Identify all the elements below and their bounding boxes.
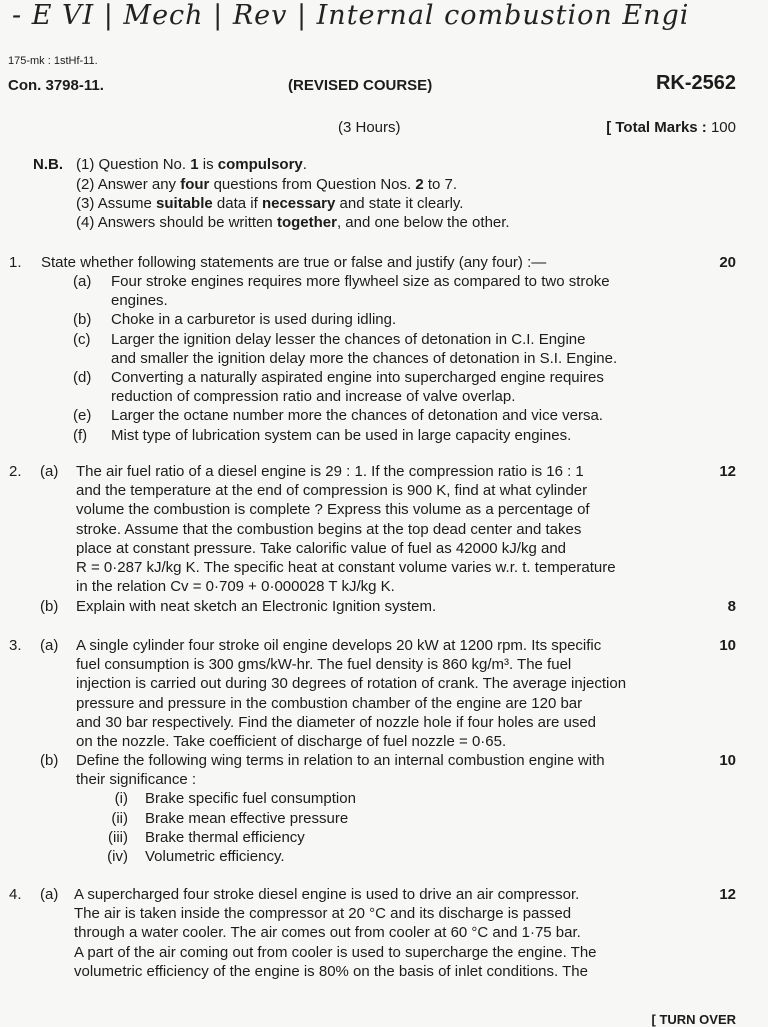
item-text: Choke in a carburetor is used during idling. [111,311,397,329]
item-label: (a) [73,273,92,290]
instruction-text: questions from Question Nos. [209,176,416,193]
instruction-item [76,214,510,231]
item-text: Four stroke engines requires more flywheel size as compared to two stroke [111,273,610,290]
item-label: (e) [73,407,92,425]
part-text: The air is taken inside the compressor at 20 °C and its discharge is passed [74,905,572,923]
item-text: Converting a naturally aspirated engine into supercharged engine requires [111,369,604,386]
question-marks: 10 [719,752,736,769]
instruction-emphasis: compulsory [217,156,303,173]
subitem-label: (iii) [108,828,128,846]
part-text: volumetric efficiency of the engine is 80% on the basis of inlet conditions. The [74,962,588,980]
instruction-text: Question No. [98,156,191,173]
paper-id: RK-2562 [655,72,736,94]
item-text: Larger the octane number more the chances of detonation and vice versa. [111,407,603,425]
instruction-number: (1) [76,156,99,173]
question-marks: 8 [727,598,736,615]
part-text: and the temperature at the end of compression is 900 K, find at what cylinder [76,482,588,500]
instruction-emphasis: 2 [415,176,424,193]
subitem-label: (ii) [111,809,128,827]
part-text: fuel consumption is 300 gms/kW-hr. The fuel density is 860 kg/m³. The fuel [76,656,572,674]
instruction-text: , and one below the other. [336,214,510,231]
instruction-emphasis: together [276,214,337,231]
nb-label: N.B. [33,156,63,173]
part-label: (a) [40,463,59,480]
question-number: 2. [9,463,22,480]
instruction-emphasis: necessary [261,195,336,212]
total-marks-label: [ Total Marks : [606,119,707,136]
part-text: The air fuel ratio of a diesel engine is 29 : 1. If the compression ratio is 16 : 1 [76,463,584,480]
handwritten-header: - E VI | Mech | Rev | Internal combustion Engi [12,0,690,31]
part-text: on the nozzle. Take coefficient of discharge of fuel nozzle = 0·65. [76,733,507,750]
part-text: A part of the air coming out from cooler is used to supercharge the engine. The [74,943,597,961]
part-text: stroke. Assume that the combustion begins at the top dead center and takes [76,520,582,538]
total-marks [606,119,736,136]
subitem-label: (i) [114,790,128,808]
part-text: place at constant pressure. Take calorific value of fuel as 42000 kJ/kg and [76,539,567,557]
course-label: (REVISED COURSE) [288,77,433,94]
instruction-number: (3) [76,195,98,212]
instruction-number: (4) [76,214,98,231]
item-text: and smaller the ignition delay more the chances of detonation in S.I. Engine. [111,349,618,367]
part-text: pressure and pressure in the combustion chamber of the engine are 120 bar [76,694,583,712]
subitem-text: Brake mean effective pressure [145,809,349,827]
part-label: (a) [40,886,59,903]
subitem-text: Brake thermal efficiency [145,828,305,846]
instruction-text: Answer any [97,176,181,193]
question-number: 4. [9,886,22,903]
item-text: reduction of compression ratio and increase of valve overlap. [111,388,516,406]
part-text: Explain with neat sketch an Electronic Ignition system. [76,598,437,615]
instruction-text: . [302,156,307,173]
instruction-emphasis: 1 [190,156,199,173]
instruction-text: is [198,156,218,173]
instruction-text: data if [212,195,262,212]
part-text: A single cylinder four stroke oil engine develops 20 kW at 1200 rpm. Its specific [76,637,602,654]
paper-code: 175-mk : 1stHf-11. [8,55,98,67]
question-marks: 12 [719,463,736,480]
part-text: their significance : [76,771,197,789]
instruction-emphasis: suitable [156,195,213,212]
con-number: Con. 3798-11. [8,77,104,94]
part-text: R = 0·287 kJ/kg K. The specific heat at constant volume varies w.r. t. temperature [76,559,616,576]
instruction-item [76,176,457,193]
item-text: Larger the ignition delay lesser the chances of detonation in C.I. Engine [111,330,586,348]
question-number: 1. [9,254,22,271]
part-text: Define the following wing terms in relation to an internal combustion engine with [76,752,605,769]
subitem-text: Volumetric efficiency. [145,848,285,865]
part-text: through a water cooler. The air comes out from cooler at 60 °C and 1·75 bar. [74,924,581,942]
subitem-text: Brake specific fuel consumption [145,790,356,808]
item-label: (c) [73,330,91,348]
subitem-label: (iv) [107,848,128,865]
question-stem: State whether following statements are true or false and justify (any four) :— [41,254,547,271]
turn-over-note: [ TURN OVER [651,1012,736,1027]
item-label: (d) [73,369,92,386]
part-text: injection is carried out during 30 degrees of rotation of crank. The average injection [76,675,627,693]
instruction-number: (2) [76,176,98,193]
item-text: Mist type of lubrication system can be used in large capacity engines. [111,426,572,444]
question-number: 3. [9,637,22,654]
question-marks: 20 [719,254,736,271]
part-text: A supercharged four stroke diesel engine is used to drive an air compressor. [74,886,580,903]
part-text: volume the combustion is complete ? Express this volume as a percentage of [76,501,590,519]
instruction-text: and state it clearly. [335,195,464,212]
part-label: (b) [40,598,59,615]
part-text: in the relation Cv = 0·709 + 0·000028 T kJ/kg K. [76,578,395,596]
part-text: and 30 bar respectively. Find the diameter of nozzle hole if four holes are used [76,713,597,731]
instruction-emphasis: four [180,176,210,193]
instruction-text: Answers should be written [97,214,277,231]
question-marks: 12 [719,886,736,903]
question-marks: 10 [719,637,736,654]
instruction-text: to 7. [423,176,458,193]
instruction-item [76,195,463,212]
instruction-text: Assume [97,195,157,212]
total-marks-value: 100 [710,119,736,136]
duration: (3 Hours) [338,119,401,136]
part-label: (a) [40,637,59,654]
item-text: engines. [111,292,168,310]
part-label: (b) [40,752,59,769]
item-label: (b) [73,311,92,329]
instruction-item [76,156,307,173]
item-label: (f) [73,426,88,444]
